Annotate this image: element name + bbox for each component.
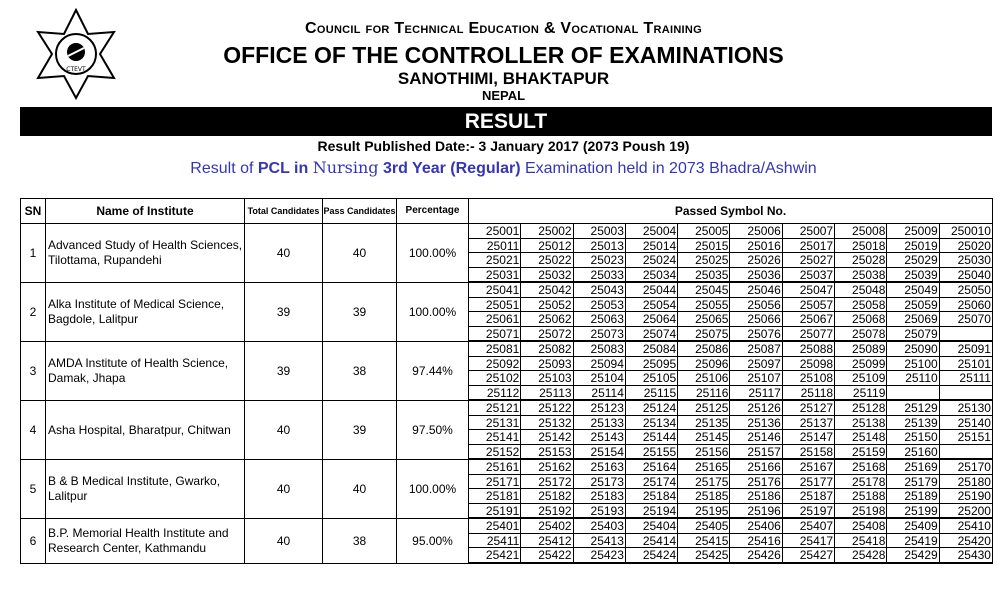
symbol-cell: 25139 — [887, 416, 939, 431]
symbol-cell: 25181 — [469, 489, 521, 504]
symbol-cell: 25173 — [574, 475, 626, 490]
row-institute: B & B Medical Institute, Gwarko, Lalitpur — [46, 460, 245, 519]
symbol-cell: 25131 — [469, 416, 521, 431]
symbol-cell: 25422 — [521, 548, 573, 563]
symbol-cell: 25172 — [521, 475, 573, 490]
symbol-cell: 25061 — [469, 312, 521, 327]
symbol-cell: 25156 — [678, 445, 730, 460]
row-pass: 39 — [323, 283, 397, 342]
symbol-cell: 25048 — [835, 283, 887, 298]
symbol-cell: 25145 — [678, 430, 730, 445]
symbol-cell: 25140 — [940, 416, 992, 431]
symbol-cell: 25168 — [835, 460, 887, 475]
row-percentage: 97.44% — [397, 342, 469, 401]
symbol-cell: 25128 — [835, 401, 887, 416]
symbol-cell: 25088 — [783, 342, 835, 357]
symbol-cell: 25165 — [678, 460, 730, 475]
table-row — [21, 342, 993, 401]
symbol-cell: 25074 — [626, 327, 678, 342]
col-symbols: Passed Symbol No. — [469, 199, 993, 224]
symbol-cell: 25406 — [730, 519, 782, 534]
symbol-cell: 25177 — [783, 475, 835, 490]
symbol-cell: 25190 — [940, 489, 992, 504]
symbol-cell: 25146 — [730, 430, 782, 445]
symbol-cell: 25188 — [835, 489, 887, 504]
symbol-cell: 25021 — [469, 253, 521, 268]
row-institute: Alka Institute of Medical Science, Bagdole, Lalitpur — [46, 283, 245, 342]
symbol-cell: 25200 — [940, 504, 992, 519]
symbol-cell: 25142 — [521, 430, 573, 445]
symbol-cell: 25159 — [835, 445, 887, 460]
symbol-cell: 25402 — [521, 519, 573, 534]
symbol-cell: 25144 — [626, 430, 678, 445]
symbol-cell: 25073 — [574, 327, 626, 342]
symbol-cell: 25123 — [574, 401, 626, 416]
symbol-cell: 25170 — [940, 460, 992, 475]
symbol-cell — [887, 386, 939, 401]
symbol-cell: 25180 — [940, 475, 992, 490]
row-total: 40 — [245, 519, 323, 564]
symbol-cell: 25189 — [887, 489, 939, 504]
row-pass: 38 — [323, 342, 397, 401]
symbol-cell: 25412 — [521, 534, 573, 549]
row-symbols — [469, 283, 993, 342]
row-symbols — [469, 342, 993, 401]
symbol-cell: 25427 — [783, 548, 835, 563]
symbol-cell: 25106 — [678, 371, 730, 386]
symbol-cell: 25053 — [574, 298, 626, 313]
symbol-cell: 25105 — [626, 371, 678, 386]
symbol-cell: 25132 — [521, 416, 573, 431]
symbol-cell: 25166 — [730, 460, 782, 475]
symbol-cell: 25126 — [730, 401, 782, 416]
symbol-cell: 25007 — [783, 224, 835, 239]
symbol-cell: 25057 — [783, 298, 835, 313]
symbol-cell: 25098 — [783, 357, 835, 372]
table-row — [21, 401, 993, 460]
symbol-cell: 25040 — [940, 268, 992, 283]
symbol-cell: 25428 — [835, 548, 887, 563]
row-total: 39 — [245, 283, 323, 342]
symbol-cell: 25118 — [783, 386, 835, 401]
symbol-cell: 25151 — [940, 430, 992, 445]
symbol-cell: 25013 — [574, 239, 626, 254]
symbol-cell: 25067 — [783, 312, 835, 327]
symbol-cell: 25093 — [521, 357, 573, 372]
symbol-cell: 25125 — [678, 401, 730, 416]
symbol-cell: 25153 — [521, 445, 573, 460]
row-sn: 2 — [21, 283, 46, 342]
council-title: Council for Technical Education & Vocational Training — [304, 20, 703, 37]
symbol-cell: 25005 — [678, 224, 730, 239]
symbol-cell: 25039 — [887, 268, 939, 283]
symbol-cell: 25046 — [730, 283, 782, 298]
symbol-cell: 25174 — [626, 475, 678, 490]
symbol-cell: 25424 — [626, 548, 678, 563]
symbol-cell: 25103 — [521, 371, 573, 386]
symbol-cell: 25199 — [887, 504, 939, 519]
symbol-cell: 25084 — [626, 342, 678, 357]
symbol-cell: 25421 — [469, 548, 521, 563]
symbol-cell: 25133 — [574, 416, 626, 431]
symbol-cell: 25094 — [574, 357, 626, 372]
symbol-cell: 25033 — [574, 268, 626, 283]
symbol-cell: 25079 — [887, 327, 939, 342]
symbol-cell: 25175 — [678, 475, 730, 490]
symbol-cell: 25198 — [835, 504, 887, 519]
col-sn: SN — [21, 199, 46, 224]
symbol-cell: 25069 — [887, 312, 939, 327]
row-symbols — [469, 460, 993, 519]
symbol-cell: 25154 — [574, 445, 626, 460]
symbol-cell: 25115 — [626, 386, 678, 401]
symbol-cell: 25096 — [678, 357, 730, 372]
symbol-cell: 25038 — [835, 268, 887, 283]
row-pass: 40 — [323, 460, 397, 519]
symbol-cell: 25027 — [783, 253, 835, 268]
symbol-cell: 25152 — [469, 445, 521, 460]
symbol-cell: 25054 — [626, 298, 678, 313]
symbol-cell: 25029 — [887, 253, 939, 268]
row-percentage: 100.00% — [397, 283, 469, 342]
symbol-cell: 25018 — [835, 239, 887, 254]
row-total: 40 — [245, 401, 323, 460]
symbol-cell: 25014 — [626, 239, 678, 254]
symbol-cell: 25122 — [521, 401, 573, 416]
symbol-cell: 25020 — [940, 239, 992, 254]
symbol-cell: 25182 — [521, 489, 573, 504]
row-sn: 4 — [21, 401, 46, 460]
symbol-cell: 25184 — [626, 489, 678, 504]
symbol-cell: 25042 — [521, 283, 573, 298]
symbol-cell: 25114 — [574, 386, 626, 401]
symbol-cell: 25404 — [626, 519, 678, 534]
table-row — [21, 283, 993, 342]
symbol-cell: 25195 — [678, 504, 730, 519]
symbol-cell: 25102 — [469, 371, 521, 386]
symbol-cell: 25111 — [940, 371, 992, 386]
row-total: 40 — [245, 224, 323, 283]
symbol-cell: 25193 — [574, 504, 626, 519]
row-sn: 1 — [21, 224, 46, 283]
row-percentage: 100.00% — [397, 460, 469, 519]
symbol-cell: 25082 — [521, 342, 573, 357]
symbol-cell: 25197 — [783, 504, 835, 519]
symbol-cell: 25003 — [574, 224, 626, 239]
symbol-cell: 25104 — [574, 371, 626, 386]
symbol-cell: 25099 — [835, 357, 887, 372]
symbol-cell: 25087 — [730, 342, 782, 357]
symbol-cell: 25070 — [940, 312, 992, 327]
results-table — [20, 198, 993, 564]
symbol-cell: 25148 — [835, 430, 887, 445]
symbol-cell: 25415 — [678, 534, 730, 549]
symbol-cell: 25063 — [574, 312, 626, 327]
symbol-cell: 25409 — [887, 519, 939, 534]
symbol-cell: 25408 — [835, 519, 887, 534]
symbol-cell: 25414 — [626, 534, 678, 549]
logo-text: CTEVT — [66, 66, 86, 73]
symbol-cell: 25011 — [469, 239, 521, 254]
row-percentage: 100.00% — [397, 224, 469, 283]
symbol-cell: 25004 — [626, 224, 678, 239]
row-symbols — [469, 224, 993, 283]
symbol-cell: 25116 — [678, 386, 730, 401]
symbol-cell: 25425 — [678, 548, 730, 563]
symbol-cell: 25158 — [783, 445, 835, 460]
exam-subtitle: Result of PCL in Nursing 3rd Year (Regular) Examination held in 2073 Bhadra/Ashwin — [190, 158, 817, 177]
symbol-cell: 25134 — [626, 416, 678, 431]
symbol-cell: 25155 — [626, 445, 678, 460]
symbol-cell: 25191 — [469, 504, 521, 519]
col-total: Total Candidates — [245, 199, 323, 224]
symbol-cell: 25171 — [469, 475, 521, 490]
symbol-cell: 25107 — [730, 371, 782, 386]
symbol-cell: 25023 — [574, 253, 626, 268]
symbol-cell: 25071 — [469, 327, 521, 342]
row-pass: 39 — [323, 401, 397, 460]
row-institute: Advanced Study of Health Sciences, Tilottama, Rupandehi — [46, 224, 245, 283]
row-symbols — [469, 519, 993, 564]
symbol-cell: 25192 — [521, 504, 573, 519]
symbol-cell: 25117 — [730, 386, 782, 401]
symbol-cell: 25037 — [783, 268, 835, 283]
row-percentage: 95.00% — [397, 519, 469, 564]
office-address: SANOTHIMI, BHAKTAPUR — [397, 69, 610, 88]
symbol-cell: 25032 — [521, 268, 573, 283]
symbol-cell: 25072 — [521, 327, 573, 342]
row-total: 40 — [245, 460, 323, 519]
result-banner: RESULT — [20, 107, 992, 136]
symbol-cell: 25006 — [730, 224, 782, 239]
symbol-cell: 250010 — [940, 224, 992, 239]
symbol-cell: 25101 — [940, 357, 992, 372]
row-pass: 38 — [323, 519, 397, 564]
symbol-cell: 25147 — [783, 430, 835, 445]
symbol-cell: 25119 — [835, 386, 887, 401]
symbol-cell: 25097 — [730, 357, 782, 372]
symbol-cell: 25035 — [678, 268, 730, 283]
symbol-cell: 25162 — [521, 460, 573, 475]
symbol-cell: 25413 — [574, 534, 626, 549]
symbol-cell: 25017 — [783, 239, 835, 254]
symbol-cell: 25045 — [678, 283, 730, 298]
symbol-cell: 25034 — [626, 268, 678, 283]
symbol-cell: 25110 — [887, 371, 939, 386]
symbol-cell: 25157 — [730, 445, 782, 460]
office-title: OFFICE OF THE CONTROLLER OF EXAMINATIONS — [223, 42, 784, 68]
symbol-cell: 25178 — [835, 475, 887, 490]
symbol-cell: 25403 — [574, 519, 626, 534]
symbol-cell: 25095 — [626, 357, 678, 372]
symbol-cell: 25108 — [783, 371, 835, 386]
symbol-cell: 25112 — [469, 386, 521, 401]
symbol-cell: 25089 — [835, 342, 887, 357]
symbol-cell: 25407 — [783, 519, 835, 534]
row-total: 39 — [245, 342, 323, 401]
symbol-cell: 25176 — [730, 475, 782, 490]
symbol-cell: 25022 — [521, 253, 573, 268]
symbol-cell: 25056 — [730, 298, 782, 313]
table-row — [21, 460, 993, 519]
symbol-cell: 25065 — [678, 312, 730, 327]
symbol-cell: 25136 — [730, 416, 782, 431]
symbol-cell: 25049 — [887, 283, 939, 298]
symbol-cell: 25167 — [783, 460, 835, 475]
symbol-cell: 25137 — [783, 416, 835, 431]
symbol-cell: 25058 — [835, 298, 887, 313]
symbol-cell: 25064 — [626, 312, 678, 327]
symbol-cell: 25130 — [940, 401, 992, 416]
symbol-cell: 25090 — [887, 342, 939, 357]
symbol-cell: 25015 — [678, 239, 730, 254]
symbol-cell: 25410 — [940, 519, 992, 534]
symbol-cell: 25113 — [521, 386, 573, 401]
symbol-cell: 25141 — [469, 430, 521, 445]
symbol-cell: 25185 — [678, 489, 730, 504]
symbol-cell: 25026 — [730, 253, 782, 268]
symbol-cell: 25062 — [521, 312, 573, 327]
symbol-cell: 25059 — [887, 298, 939, 313]
row-sn: 5 — [21, 460, 46, 519]
symbol-cell: 25405 — [678, 519, 730, 534]
symbol-cell: 25028 — [835, 253, 887, 268]
symbol-cell: 25078 — [835, 327, 887, 342]
symbol-cell: 25008 — [835, 224, 887, 239]
symbol-cell — [940, 327, 992, 342]
row-institute: B.P. Memorial Health Institute and Research Center, Kathmandu — [46, 519, 245, 564]
symbol-cell: 25401 — [469, 519, 521, 534]
symbol-cell: 25002 — [521, 224, 573, 239]
symbol-cell: 25019 — [887, 239, 939, 254]
symbol-cell: 25009 — [887, 224, 939, 239]
symbol-cell: 25025 — [678, 253, 730, 268]
symbol-cell: 25411 — [469, 534, 521, 549]
symbol-cell — [940, 445, 992, 460]
symbol-cell: 25030 — [940, 253, 992, 268]
symbol-cell: 25420 — [940, 534, 992, 549]
symbol-cell: 25077 — [783, 327, 835, 342]
symbol-cell: 25044 — [626, 283, 678, 298]
symbol-cell: 25127 — [783, 401, 835, 416]
col-pass: Pass Candidates — [323, 199, 397, 224]
symbol-cell: 25169 — [887, 460, 939, 475]
symbol-cell: 25109 — [835, 371, 887, 386]
symbol-cell: 25124 — [626, 401, 678, 416]
symbol-cell — [940, 386, 992, 401]
symbol-cell: 25416 — [730, 534, 782, 549]
symbol-cell: 25083 — [574, 342, 626, 357]
symbol-cell: 25091 — [940, 342, 992, 357]
symbol-cell: 25419 — [887, 534, 939, 549]
symbol-cell: 25024 — [626, 253, 678, 268]
col-name: Name of Institute — [46, 199, 245, 224]
symbol-cell: 25075 — [678, 327, 730, 342]
symbol-cell: 25100 — [887, 357, 939, 372]
symbol-cell: 25430 — [940, 548, 992, 563]
symbol-cell: 25164 — [626, 460, 678, 475]
row-sn: 3 — [21, 342, 46, 401]
symbol-cell: 25194 — [626, 504, 678, 519]
symbol-cell: 25001 — [469, 224, 521, 239]
symbol-cell: 25031 — [469, 268, 521, 283]
symbol-cell: 25187 — [783, 489, 835, 504]
symbol-cell: 25047 — [783, 283, 835, 298]
symbol-cell: 25138 — [835, 416, 887, 431]
symbol-cell: 25186 — [730, 489, 782, 504]
symbol-cell: 25150 — [887, 430, 939, 445]
row-sn: 6 — [21, 519, 46, 564]
symbol-cell: 25043 — [574, 283, 626, 298]
symbol-cell: 25051 — [469, 298, 521, 313]
symbol-cell: 25055 — [678, 298, 730, 313]
symbol-cell: 25081 — [469, 342, 521, 357]
row-institute: AMDA Institute of Health Science, Damak, Jhapa — [46, 342, 245, 401]
row-institute: Asha Hospital, Bharatpur, Chitwan — [46, 401, 245, 460]
symbol-cell: 25052 — [521, 298, 573, 313]
symbol-cell: 25036 — [730, 268, 782, 283]
symbol-cell: 25429 — [887, 548, 939, 563]
symbol-cell: 25129 — [887, 401, 939, 416]
symbol-cell: 25086 — [678, 342, 730, 357]
symbol-cell: 25060 — [940, 298, 992, 313]
row-pass: 40 — [323, 224, 397, 283]
symbol-cell: 25143 — [574, 430, 626, 445]
symbol-cell: 25041 — [469, 283, 521, 298]
symbol-cell: 25135 — [678, 416, 730, 431]
symbol-cell: 25426 — [730, 548, 782, 563]
symbol-cell: 25183 — [574, 489, 626, 504]
symbol-cell: 25012 — [521, 239, 573, 254]
symbol-cell: 25423 — [574, 548, 626, 563]
symbol-cell: 25163 — [574, 460, 626, 475]
symbol-cell: 25417 — [783, 534, 835, 549]
row-symbols — [469, 401, 993, 460]
published-date: Result Published Date:- 3 January 2017 (2073 Poush 19) — [317, 138, 690, 154]
table-row — [21, 519, 993, 564]
symbol-cell: 25161 — [469, 460, 521, 475]
symbol-cell: 25179 — [887, 475, 939, 490]
row-percentage: 97.50% — [397, 401, 469, 460]
symbol-cell: 25121 — [469, 401, 521, 416]
symbol-cell: 25050 — [940, 283, 992, 298]
symbol-cell: 25076 — [730, 327, 782, 342]
symbol-cell: 25016 — [730, 239, 782, 254]
table-row — [21, 224, 993, 283]
symbol-cell: 25160 — [887, 445, 939, 460]
symbol-cell: 25418 — [835, 534, 887, 549]
col-percentage: Percentage — [397, 199, 469, 224]
symbol-cell: 25092 — [469, 357, 521, 372]
symbol-cell: 25066 — [730, 312, 782, 327]
symbol-cell: 25196 — [730, 504, 782, 519]
symbol-cell: 25068 — [835, 312, 887, 327]
office-country: NEPAL — [481, 88, 526, 103]
